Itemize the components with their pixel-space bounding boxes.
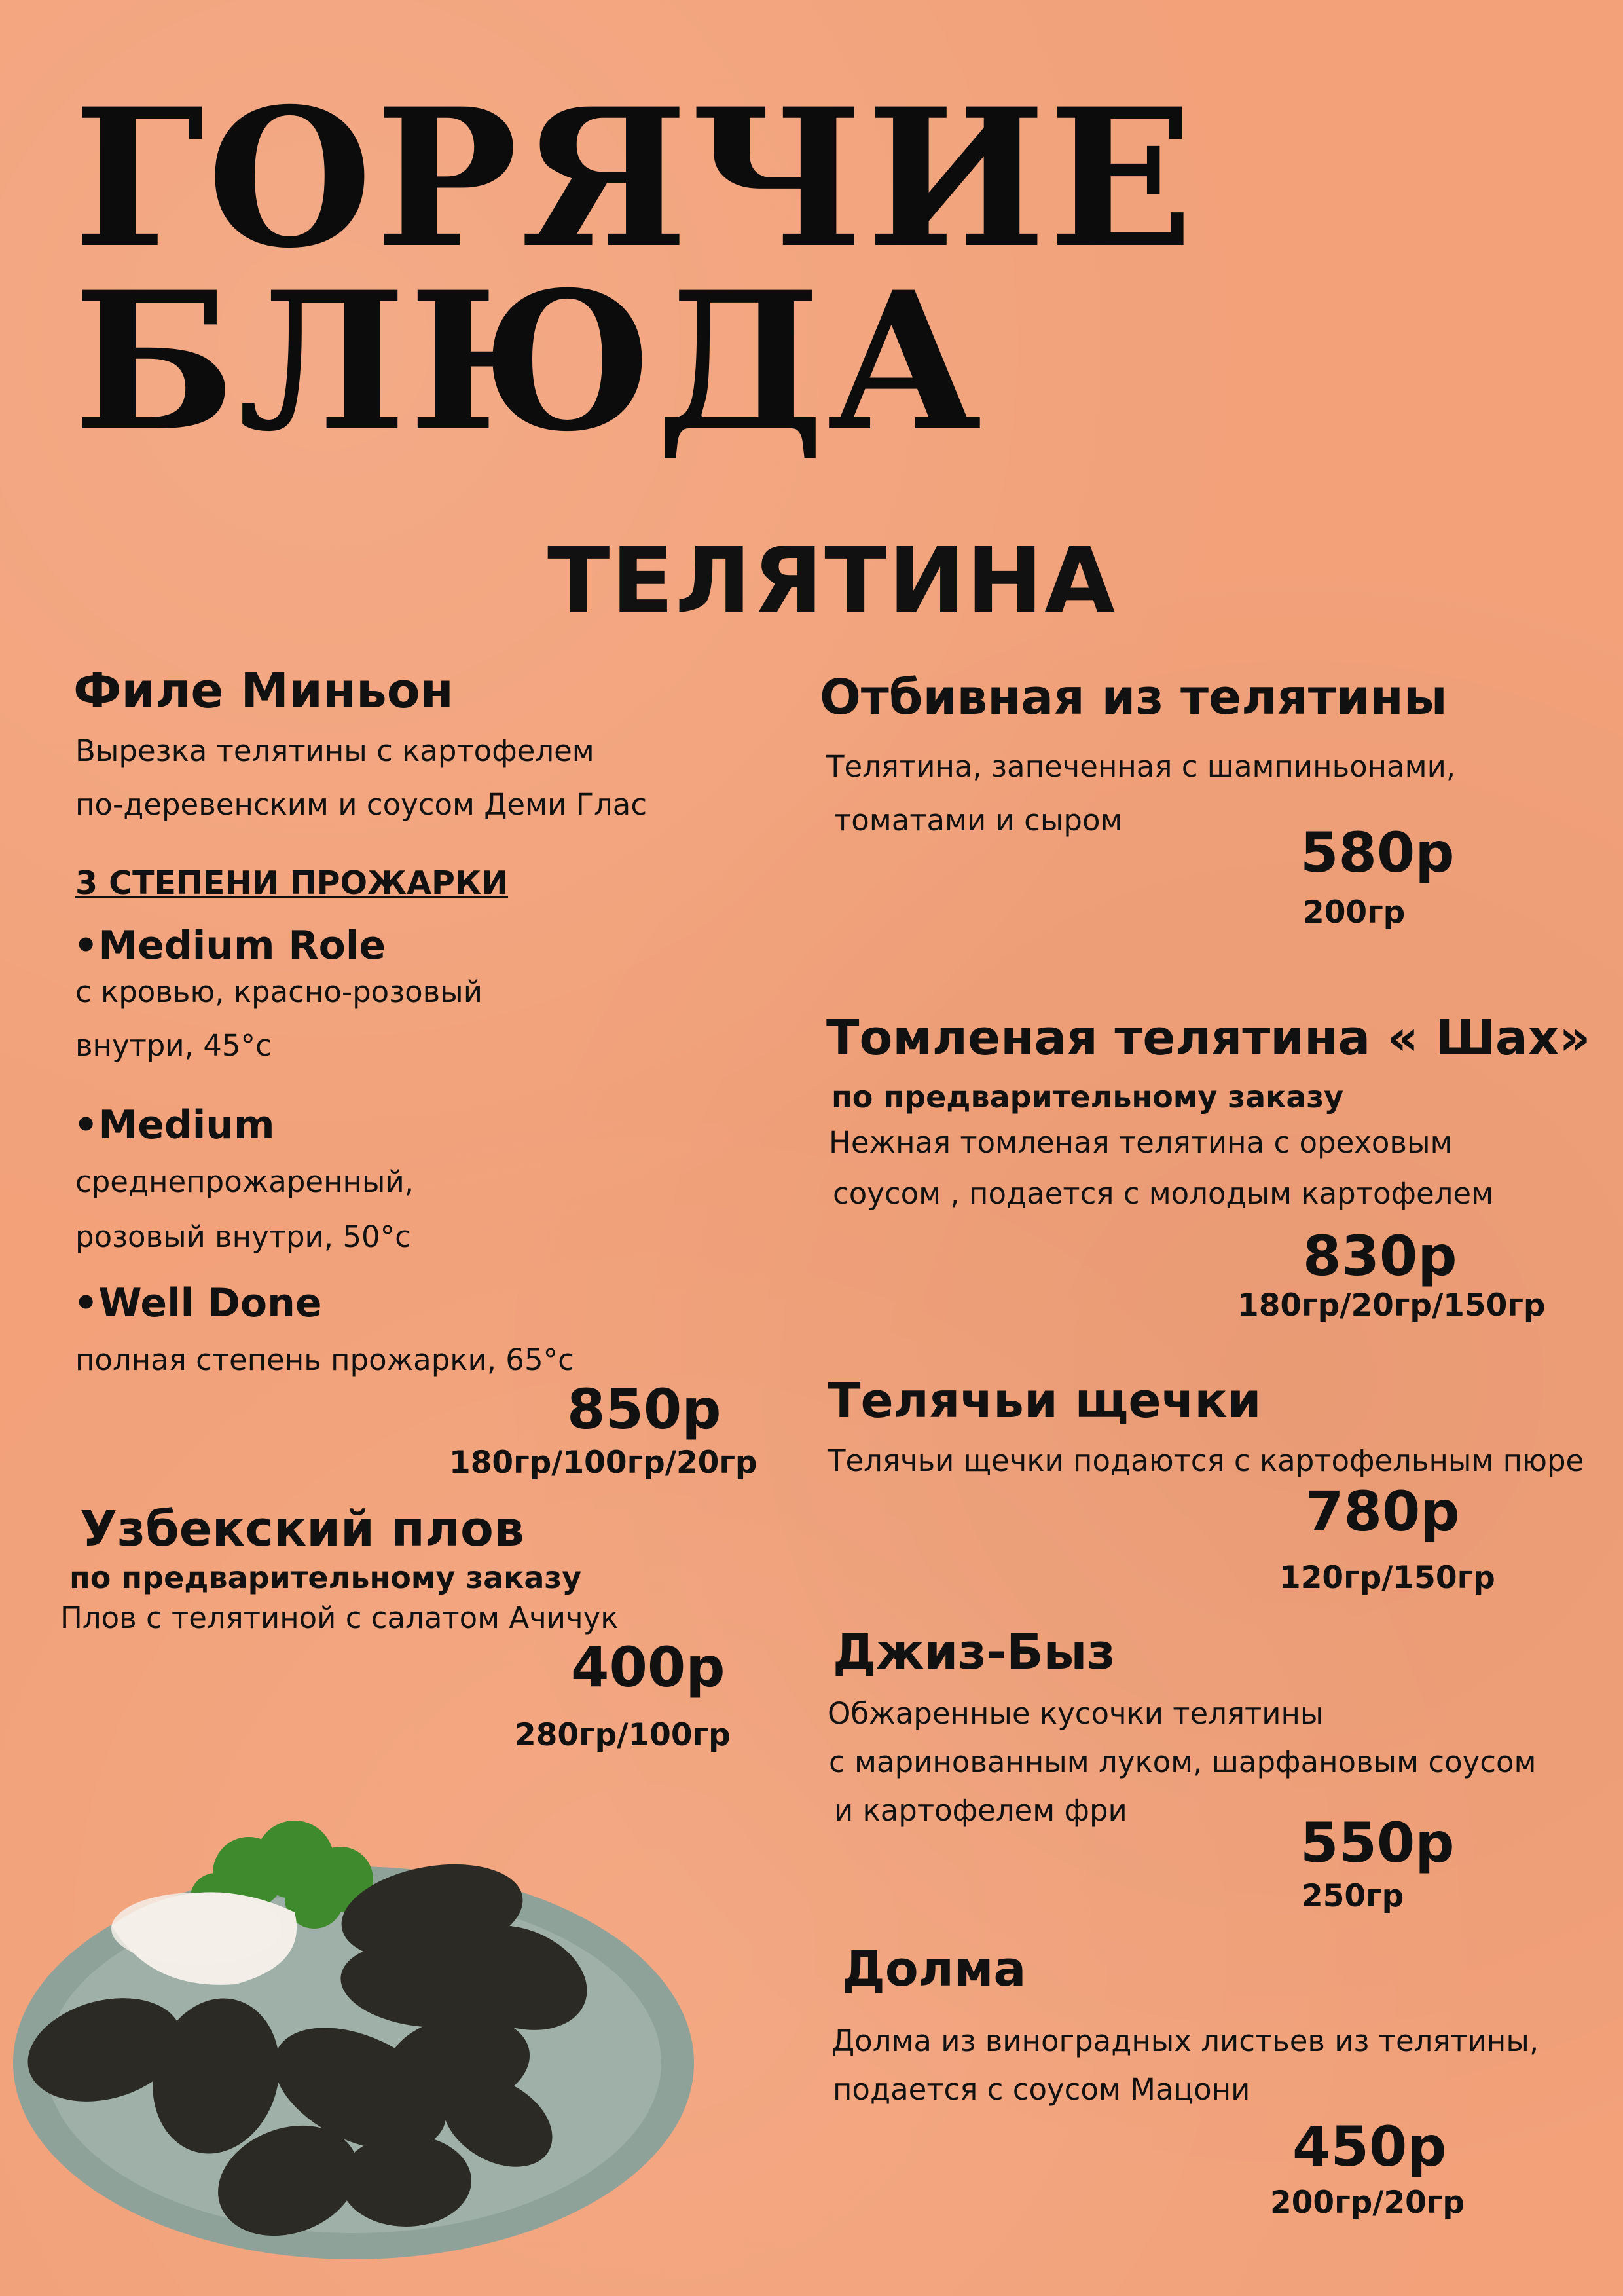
- doneness-name: Medium Role: [98, 923, 386, 969]
- dish-name: Отбивная из телятины: [820, 669, 1448, 726]
- doneness-description: внутри, 45°с: [75, 1028, 272, 1063]
- dish-price: 850р: [567, 1377, 721, 1441]
- dish-price: 830р: [1303, 1224, 1457, 1288]
- preorder-note: по предварительному заказу: [69, 1560, 582, 1595]
- bullet-icon: •: [73, 1280, 99, 1326]
- dish-description: соусом , подается с молодым картофелем: [833, 1176, 1494, 1211]
- dish-weight: 180гр/100гр/20гр: [449, 1445, 757, 1481]
- doneness-level: [73, 1280, 322, 1326]
- dish-description: Нежная томленая телятина с ореховым: [829, 1125, 1453, 1160]
- doneness-level: [73, 1102, 275, 1148]
- dish-weight: 180гр/20гр/150гр: [1237, 1287, 1546, 1324]
- dish-description: и картофелем фри: [834, 1793, 1127, 1828]
- page-title-line1: ГОРЯЧИЕ: [73, 67, 1196, 290]
- doneness-description: розовый внутри, 50°с: [75, 1219, 411, 1254]
- dish-description: по-деревенским и соусом Деми Глас: [75, 787, 647, 822]
- dish-description: Телячьи щечки подаются с картофельным пюре: [828, 1443, 1584, 1478]
- dish-weight: 120гр/150гр: [1279, 1560, 1495, 1596]
- doneness-description: среднепрожаренный,: [75, 1164, 414, 1199]
- dish-name: Томленая телятина « Шах»: [826, 1010, 1591, 1066]
- dish-description: Обжаренные кусочки телятины: [828, 1696, 1324, 1731]
- doneness-name: Medium: [98, 1102, 275, 1148]
- dish-name: Телячьи щечки: [828, 1373, 1262, 1429]
- dish-name: Джиз-Быз: [833, 1624, 1116, 1680]
- dish-price: 400р: [571, 1635, 725, 1699]
- dish-weight: 250гр: [1302, 1878, 1404, 1914]
- dish-description: с маринованным луком, шарфановым соусом: [829, 1745, 1537, 1779]
- dish-description: томатами и сыром: [834, 803, 1123, 838]
- dish-price: 780р: [1305, 1479, 1460, 1544]
- doneness-name: Well Done: [98, 1280, 322, 1326]
- dish-name: Долма: [842, 1941, 1027, 1997]
- dish-description: Вырезка телятины с картофелем: [75, 733, 594, 768]
- dish-weight: 200гр/20гр: [1270, 2185, 1465, 2221]
- page-title-line2: БЛЮДА: [73, 251, 985, 473]
- dish-description: Долма из виноградных листьев из телятины,: [831, 2024, 1539, 2058]
- dish-price: 580р: [1300, 821, 1455, 885]
- bullet-icon: •: [73, 923, 99, 969]
- dish-description: Телятина, запеченная с шампиньонами,: [826, 749, 1456, 784]
- preorder-note: по предварительному заказу: [831, 1079, 1344, 1115]
- dish-price: 550р: [1300, 1811, 1455, 1875]
- dish-price: 450р: [1292, 2115, 1447, 2179]
- dolma-plate-photo-icon: [0, 1814, 701, 2272]
- doneness-description: полная степень прожарки, 65°с: [75, 1342, 574, 1377]
- section-title: ТЕЛЯТИНА: [547, 528, 1117, 635]
- dish-name: Узбекский плов: [80, 1501, 524, 1557]
- doneness-level: [73, 923, 386, 969]
- doneness-heading: 3 СТЕПЕНИ ПРОЖАРКИ: [75, 864, 509, 902]
- doneness-description: с кровью, красно-розовый: [75, 974, 483, 1009]
- dish-name: Филе Миньон: [73, 663, 454, 719]
- bullet-icon: •: [73, 1102, 99, 1148]
- dish-weight: 200гр: [1303, 895, 1406, 931]
- dish-description: Плов с телятиной с салатом Ачичук: [60, 1601, 619, 1635]
- dish-description: подается с соусом Мацони: [833, 2072, 1250, 2107]
- dish-weight: 280гр/100гр: [515, 1717, 731, 1753]
